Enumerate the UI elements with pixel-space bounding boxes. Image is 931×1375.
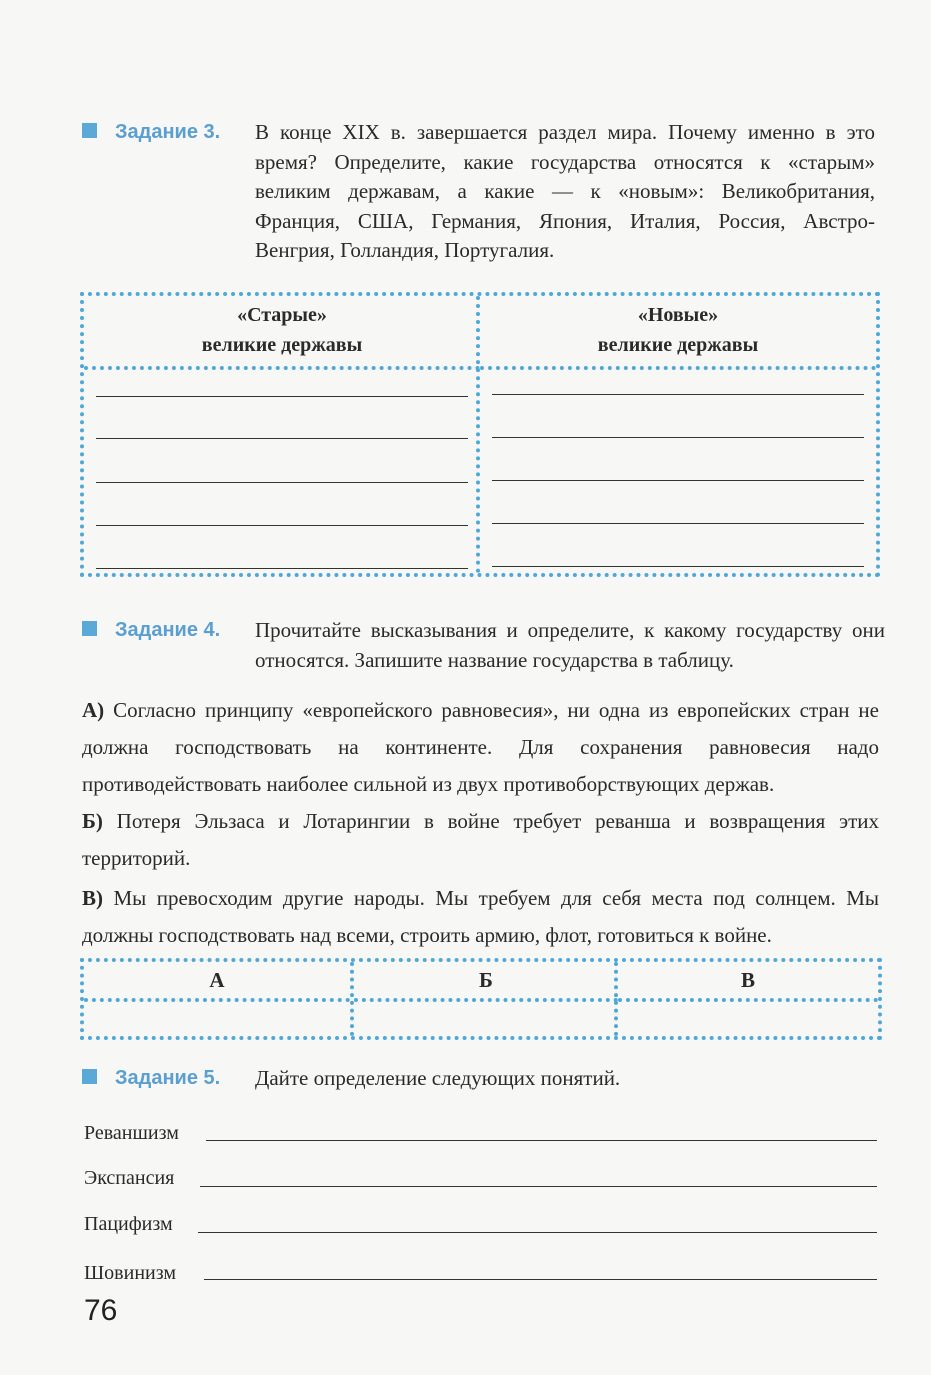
- statement-letter: Б): [82, 809, 103, 833]
- answer-line[interactable]: [96, 525, 468, 526]
- page-number: 76: [84, 1294, 118, 1327]
- term-label: Шовинизм: [84, 1262, 177, 1284]
- task-marker-icon: [82, 123, 97, 138]
- new-powers-column: [476, 296, 876, 573]
- task-5: [82, 1064, 620, 1094]
- statement-letter: А): [82, 698, 105, 722]
- statement-c: [82, 880, 879, 954]
- column-header: В: [618, 962, 878, 1002]
- answer-line[interactable]: [96, 438, 468, 439]
- answer-line[interactable]: [492, 480, 864, 481]
- task-3-label: Задание 3.: [115, 121, 221, 143]
- new-powers-header-line-1: «Новые»: [637, 304, 719, 326]
- task-5-label: Задание 5.: [115, 1067, 221, 1089]
- term-label: Пацифизм: [84, 1213, 173, 1235]
- term-answer-line[interactable]: [200, 1186, 877, 1187]
- task-4: [82, 616, 885, 675]
- answer-line[interactable]: [492, 523, 864, 524]
- statement-letter: В): [82, 886, 103, 910]
- old-powers-column: [84, 296, 480, 573]
- task-4-label: Задание 4.: [115, 619, 221, 641]
- task-4-table: [80, 958, 882, 1040]
- answer-cell-a[interactable]: [84, 962, 350, 1036]
- task-marker-icon: [82, 621, 97, 636]
- term-answer-line[interactable]: [204, 1279, 877, 1280]
- answer-cell-c[interactable]: [614, 962, 878, 1036]
- new-powers-header-line-2: великие державы: [597, 334, 759, 356]
- statement-a: [82, 692, 879, 803]
- answer-cell-b[interactable]: [350, 962, 618, 1036]
- term-label: Экспансия: [84, 1167, 175, 1189]
- task-3-text: В конце XIX в. завершается раздел мира. Почему именно в это время? Определите, какие государства относятся к «старым» великим державам, а какие — к «новым»: Великобритания, Франция, США, Германия, Япония, Италия, Россия, Австро-Венгрия, Голландия, Португалия.: [255, 120, 875, 262]
- statement-text: Согласно принципу «европейского равновесия», ни одна из европейских стран не должна господствовать на континенте. Для сохранения равновесия надо противодействовать наиболее сильной из двух противоборствующих держав.: [82, 698, 879, 796]
- old-powers-header-line-1: «Старые»: [237, 304, 327, 326]
- statement-text: Потеря Эльзаса и Лотарингии в войне требует реванша и возвращения этих территорий.: [82, 809, 880, 870]
- answer-line[interactable]: [492, 437, 864, 438]
- task-marker-icon: [82, 1069, 97, 1084]
- term-answer-line[interactable]: [206, 1140, 877, 1141]
- term-label: Реваншизм: [84, 1122, 179, 1144]
- column-header: Б: [354, 962, 618, 1002]
- answer-line[interactable]: [96, 396, 468, 397]
- answer-line[interactable]: [96, 482, 468, 483]
- answer-line[interactable]: [492, 566, 864, 567]
- term-answer-line[interactable]: [198, 1232, 877, 1233]
- task-5-text: Дайте определение следующих понятий.: [255, 1066, 621, 1090]
- new-powers-header: [480, 296, 876, 370]
- old-powers-header-line-2: великие державы: [201, 334, 363, 356]
- task-3-table: [80, 292, 880, 577]
- column-header: А: [84, 962, 350, 1002]
- old-powers-header: [84, 296, 480, 370]
- statement-text: Мы превосходим другие народы. Мы требуем для себя места под солнцем. Мы должны господствовать над всеми, строить армию, флот, готовиться к войне.: [82, 886, 880, 947]
- answer-line[interactable]: [96, 568, 468, 569]
- answer-line[interactable]: [492, 394, 864, 395]
- statement-b: [82, 803, 879, 877]
- task-3: [82, 118, 875, 266]
- task-4-text: Прочитайте высказывания и определите, к какому государству они относятся. Запишите название государства в таблицу.: [255, 618, 885, 672]
